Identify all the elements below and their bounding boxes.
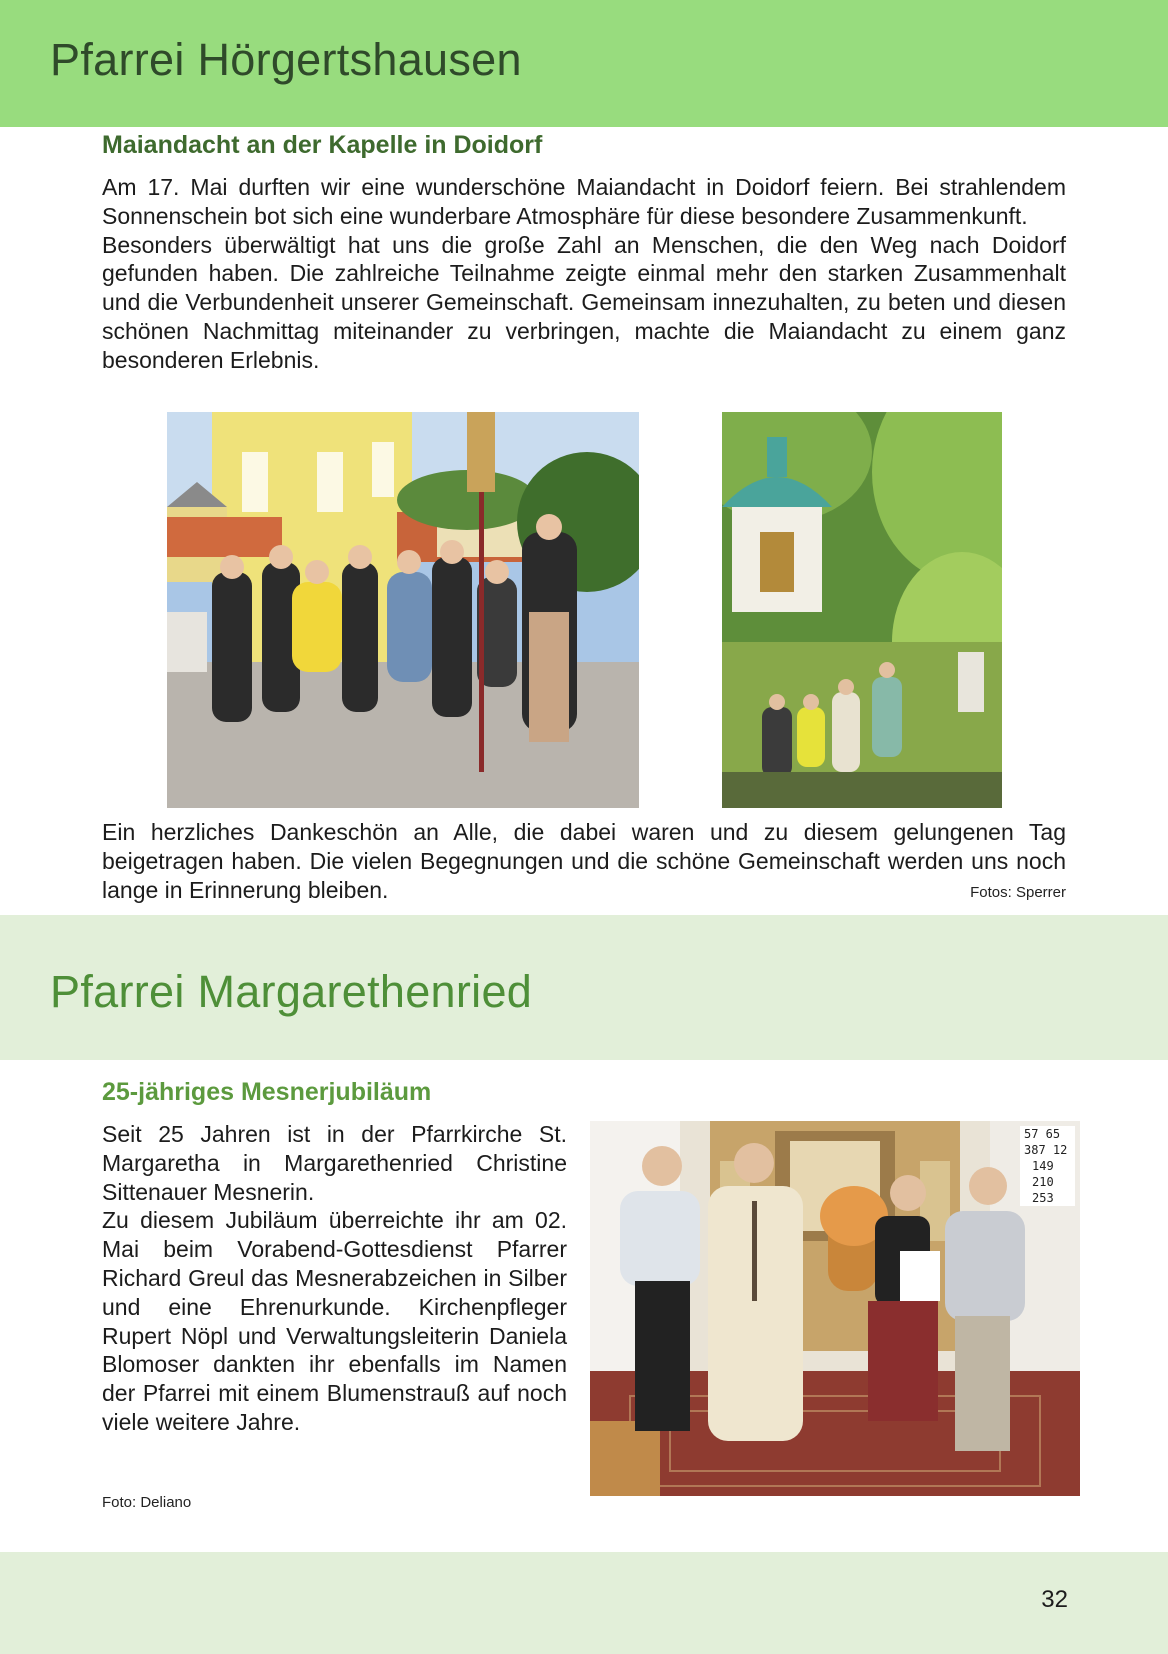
hymn-board-line: 149 xyxy=(1032,1159,1054,1173)
parish-title-margarethenried: Pfarrei Margarethenried xyxy=(50,966,533,1017)
article-title-maiandacht: Maiandacht an der Kapelle in Doidorf xyxy=(102,131,543,159)
parish-title-hoergertshausen: Pfarrei Hörgertshausen xyxy=(50,34,522,85)
article-intro xyxy=(102,173,1066,375)
footer-band xyxy=(0,1552,1168,1654)
photo-credit: Fotos: Sperrer xyxy=(970,884,1066,901)
article-paragraph: Seit 25 Jahren ist in der Pfarrkirche St. Margaretha in Margarethenried Christine Sittenauer Mesnerin. xyxy=(102,1121,567,1205)
article-body xyxy=(102,1120,567,1437)
article-title-mesnerjubilaeum: 25-jähriges Mesnerjubiläum xyxy=(102,1078,432,1106)
intro-paragraph: Am 17. Mai durften wir eine wunderschöne Maiandacht in Doidorf feiern. Bei strahlendem Sonnenschein bot sich eine wunderbare Atmosphäre für diese besondere Zusammenkunft. xyxy=(102,174,1066,229)
jubilee-photo xyxy=(590,1121,1080,1496)
chapel-photo xyxy=(722,412,1002,808)
group-photo-church xyxy=(167,412,639,808)
page-number: 32 xyxy=(1041,1586,1068,1613)
photo-credit: Foto: Deliano xyxy=(102,1494,192,1511)
hymn-board-line: 57 65 xyxy=(1024,1127,1061,1141)
hymn-board-line: 387 12 xyxy=(1024,1143,1068,1157)
hymn-board-line: 253 xyxy=(1032,1191,1054,1205)
hymn-board-line: 210 xyxy=(1032,1175,1054,1189)
article-paragraph: Zu diesem Jubiläum überreichte ihr am 02. Mai beim Vorabend-Gottesdienst Pfarrer Richard Greul das Mesnerabzeichen in Silber und eine Ehrenurkunde. Kirchenpfleger Rupert Nöpl und Verwaltungsleiterin Daniela Blomoser dankten ihr ebenfalls im Namen der Pfarrei mit einem Blumenstrauß auf noch viele weitere Jahre. xyxy=(102,1207,567,1435)
intro-paragraph: Besonders überwältigt hat uns die große Zahl an Menschen, die den Weg nach Doidorf gefunden haben. Die zahlreiche Teilnahme zeigte einmal mehr den starken Zusammenhalt und die Verbundenheit unserer Gemeinschaft. Gemeinsam innezuhalten, zu beten und diesen schönen Nachmittag miteinander zu verbringen, machte die Maiandacht zu einem ganz besonderen Erlebnis. xyxy=(102,231,1066,373)
article-closing: Ein herzliches Dankeschön an Alle, die dabei waren und zu diesem gelungenen Tag beigetragen haben. Die vielen Begegnungen und die schöne Gemeinschaft werden uns noch lange in Erinnerung bleiben. xyxy=(102,819,1066,903)
